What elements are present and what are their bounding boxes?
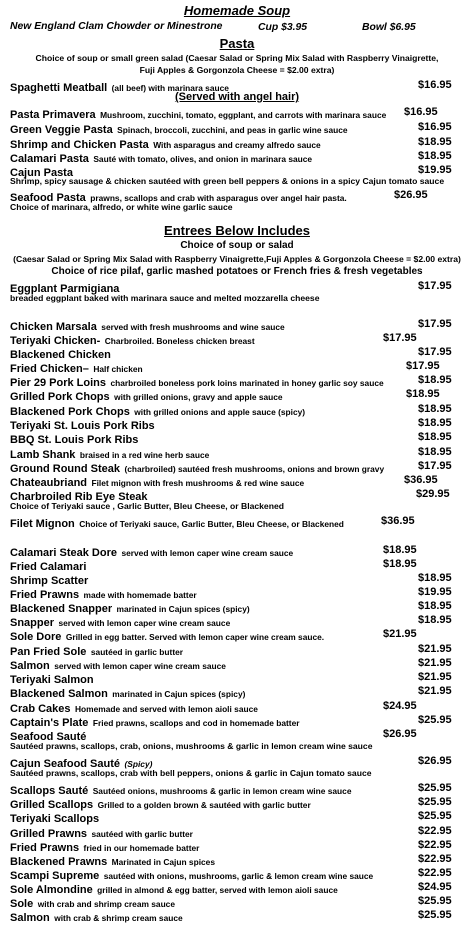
entree-item: Captain's Plate Fried prawns, scallops and cod in homemade batter xyxy=(10,717,300,729)
entree-price: $18.95 xyxy=(418,403,452,415)
entree-item: Teriyaki Chicken- Charbroiled. Boneless chicken breast xyxy=(10,335,255,347)
pasta-price: $26.95 xyxy=(394,189,428,201)
entree-price: $18.95 xyxy=(383,558,417,570)
entree-price: $18.95 xyxy=(418,431,452,443)
entree-item: Teriyaki Scallops xyxy=(10,813,100,825)
pasta-price: $16.95 xyxy=(404,106,438,118)
cajun-seafood-price: $26.95 xyxy=(418,755,452,767)
pasta-price: $16.95 xyxy=(418,79,452,91)
entree-price: $17.95 xyxy=(418,460,452,472)
entree-price: $22.95 xyxy=(418,853,452,865)
entree-price: $18.95 xyxy=(406,388,440,400)
entree-item: Ground Round Steak (charbroiled) sautéed fresh mushrooms, onions and brown gravy xyxy=(10,463,385,475)
entree-price: $25.95 xyxy=(418,796,452,808)
entree-item: Scallops Sauté Sautéed onions, mushrooms & garlic in lemon cream wine sauce xyxy=(10,785,352,797)
pasta-price: $16.95 xyxy=(418,121,452,133)
entree-item: Scampi Supreme sautéed with onions, mushrooms, garlic & lemon cream wine sauce xyxy=(10,870,374,882)
entree-item: Fried Calamari xyxy=(10,561,87,573)
eggplant-price: $17.95 xyxy=(418,280,452,292)
entree-item: Fried Prawns made with homemade batter xyxy=(10,589,197,601)
entree-item: Salmon served with lemon caper wine cream sauce xyxy=(10,660,226,672)
pasta-price: $19.95 xyxy=(418,164,452,176)
entree-item: Pan Fried Sole sautéed in garlic butter xyxy=(10,646,184,658)
entree-price: $17.95 xyxy=(383,332,417,344)
entree-price: $21.95 xyxy=(383,628,417,640)
cajun-pasta-desc: Shrimp, spicy sausage & chicken sautéed with green bell peppers & onions in a spicy Cajun tomato sauce xyxy=(10,176,445,186)
entree-price: $21.95 xyxy=(418,643,452,655)
pasta-item: Shrimp and Chicken Pasta With asparagus and creamy alfredo sauce xyxy=(10,139,321,151)
pasta-note-2: Fuji Apples & Gorgonzola Cheese = $2.00 extra) xyxy=(139,65,335,75)
entree-price: $17.95 xyxy=(418,346,452,358)
entree-price: $25.95 xyxy=(418,895,452,907)
entree-item: Teriyaki Salmon xyxy=(10,674,94,686)
pasta-item: Cajun Pasta xyxy=(10,167,73,179)
entree-price: $19.95 xyxy=(418,586,452,598)
soup-title: Homemade Soup xyxy=(183,3,291,18)
soup-line: New England Clam Chowder or Minestrone xyxy=(10,21,223,32)
pasta-item: Pasta Primavera Mushroom, zucchini, tomato, eggplant, and carrots with marinara sauce xyxy=(10,109,387,121)
entree-price: $25.95 xyxy=(418,782,452,794)
entree-item: Charbroiled Rib Eye Steak xyxy=(10,491,148,503)
soup-cup-price: Cup $3.95 xyxy=(258,22,308,33)
entree-item: Blackened Snapper marinated in Cajun spices (spicy) xyxy=(10,603,250,615)
pasta-item: Spaghetti Meatball (all beef) with marinara sauce xyxy=(10,82,229,94)
pasta-item: Green Veggie Pasta Spinach, broccoli, zucchini, and peas in garlic wine sauce xyxy=(10,124,348,136)
cajun-seafood-desc: Sautéed prawns, scallops, crab with bell peppers, onions & garlic in Cajun tomato sauce xyxy=(10,768,372,778)
entree-price: $18.95 xyxy=(418,374,452,386)
entree-price: $25.95 xyxy=(418,714,452,726)
ribeye-desc: Choice of Teriyaki sauce , Garlic Butter, Bleu Cheese, or Blackened xyxy=(10,501,284,511)
entree-price: $25.95 xyxy=(418,909,452,921)
entree-price: $36.95 xyxy=(404,474,438,486)
entree-item: Blackened Chicken xyxy=(10,349,111,361)
entree-item: Calamari Steak Dore served with lemon caper wine cream sauce xyxy=(10,547,294,559)
entree-item: Grilled Scallops Grilled to a golden brown & sautéed with garlic butter xyxy=(10,799,311,811)
entree-price: $25.95 xyxy=(418,810,452,822)
entree-price: $22.95 xyxy=(418,825,452,837)
entree-item: Pier 29 Pork Loins charbroiled boneless pork loins marinated in honey garlic soy sauce xyxy=(10,377,384,389)
pasta-price: $18.95 xyxy=(418,136,452,148)
entree-price: $18.95 xyxy=(418,600,452,612)
entree-item: Chicken Marsala served with fresh mushrooms and wine sauce xyxy=(10,321,285,333)
entree-item: Lamb Shank braised in a red wine herb sauce xyxy=(10,449,210,461)
entree-price: $17.95 xyxy=(418,318,452,330)
entree-item: Sole Dore Grilled in egg batter. Served with lemon caper wine cream sauce. xyxy=(10,631,325,643)
entree-item: Fried Prawns fried in our homemade batter xyxy=(10,842,200,854)
pasta-title: Pasta xyxy=(219,36,255,51)
entree-price: $18.95 xyxy=(418,417,452,429)
entree-price: $18.95 xyxy=(418,614,452,626)
entree-item: Grilled Prawns sautéed with garlic butter xyxy=(10,828,193,840)
entree-item: Shrimp Scatter xyxy=(10,575,89,587)
entree-item: Blackened Pork Chops with grilled onions and apple sauce (spicy) xyxy=(10,406,306,418)
eggplant-item: Eggplant Parmigiana xyxy=(10,283,120,295)
entree-price: $29.95 xyxy=(416,488,450,500)
entree-item: Sole Almondine grilled in almond & egg batter, served with lemon aioli sauce xyxy=(10,884,338,896)
entree-item: Blackened Salmon marinated in Cajun spices (spicy) xyxy=(10,688,246,700)
entrees-note-2: (Caesar Salad or Spring Mix Salad with Raspberry Vinaigrette,Fuji Apples & Gorgonzola Cheese = $2.00 extra) xyxy=(13,254,461,264)
entree-item: Chateaubriand Filet mignon with fresh mushrooms & red wine sauce xyxy=(10,477,305,489)
filet-item: Filet Mignon Choice of Teriyaki sauce, Garlic Butter, Bleu Cheese, or Blackened xyxy=(10,518,344,530)
entree-item: Teriyaki St. Louis Pork Ribs xyxy=(10,420,155,432)
entree-item: Salmon with crab & shrimp cream sauce xyxy=(10,912,183,924)
entree-price: $17.95 xyxy=(406,360,440,372)
pasta-sauce-choice: Choice of marinara, alfredo, or white wine garlic sauce xyxy=(10,202,233,212)
entree-price: $21.95 xyxy=(418,671,452,683)
eggplant-desc: breaded eggplant baked with marinara sauce and melted mozzarella cheese xyxy=(10,293,320,303)
angel-hair-header: (Served with angel hair) xyxy=(174,91,300,103)
pasta-price: $18.95 xyxy=(418,150,452,162)
entree-price: $18.95 xyxy=(418,446,452,458)
entree-price: $22.95 xyxy=(418,867,452,879)
filet-price: $36.95 xyxy=(381,515,415,527)
cajun-seafood-item: Cajun Seafood Sauté (Spicy) xyxy=(10,758,153,770)
entree-price: $24.95 xyxy=(418,881,452,893)
seafood-saute-desc: Sautéed prawns, scallops, crab, onions, mushrooms & garlic in lemon cream wine sauce xyxy=(10,741,373,751)
entree-price: $22.95 xyxy=(418,839,452,851)
pasta-item: Calamari Pasta Sauté with tomato, olives, and onion in marinara sauce xyxy=(10,153,313,165)
entrees-title: Entrees Below Includes xyxy=(164,223,310,238)
entree-item: Crab Cakes Homemade and served with lemon aioli sauce xyxy=(10,703,258,715)
entree-price: $24.95 xyxy=(383,700,417,712)
entree-price: $21.95 xyxy=(418,657,452,669)
entree-item: Grilled Pork Chops with grilled onions, gravy and apple sauce xyxy=(10,391,283,403)
entree-price: $18.95 xyxy=(418,572,452,584)
entrees-note-1: Choice of soup or salad xyxy=(180,240,294,251)
entree-price: $21.95 xyxy=(418,685,452,697)
entree-price: $26.95 xyxy=(383,728,417,740)
soup-bowl-price: Bowl $6.95 xyxy=(362,22,416,33)
entree-item: Snapper served with lemon caper wine cream sauce xyxy=(10,617,231,629)
entree-item: Blackened Prawns Marinated in Cajun spices xyxy=(10,856,215,868)
entree-item: Fried Chicken– Half chicken xyxy=(10,363,143,375)
entree-item: BBQ St. Louis Pork Ribs xyxy=(10,434,139,446)
pasta-note-1: Choice of soup or small green salad (Caesar Salad or Spring Mix Salad with Raspberry Vinaigrette, xyxy=(35,53,439,63)
entree-item: Seafood Sauté xyxy=(10,731,87,743)
pasta-item: Seafood Pasta prawns, scallops and crab with asparagus over angel hair pasta. xyxy=(10,192,347,204)
entree-price: $18.95 xyxy=(383,544,417,556)
entree-item: Sole with crab and shrimp cream sauce xyxy=(10,898,175,910)
entrees-note-3: Choice of rice pilaf, garlic mashed potatoes or French fries & fresh vegetables xyxy=(51,266,423,277)
